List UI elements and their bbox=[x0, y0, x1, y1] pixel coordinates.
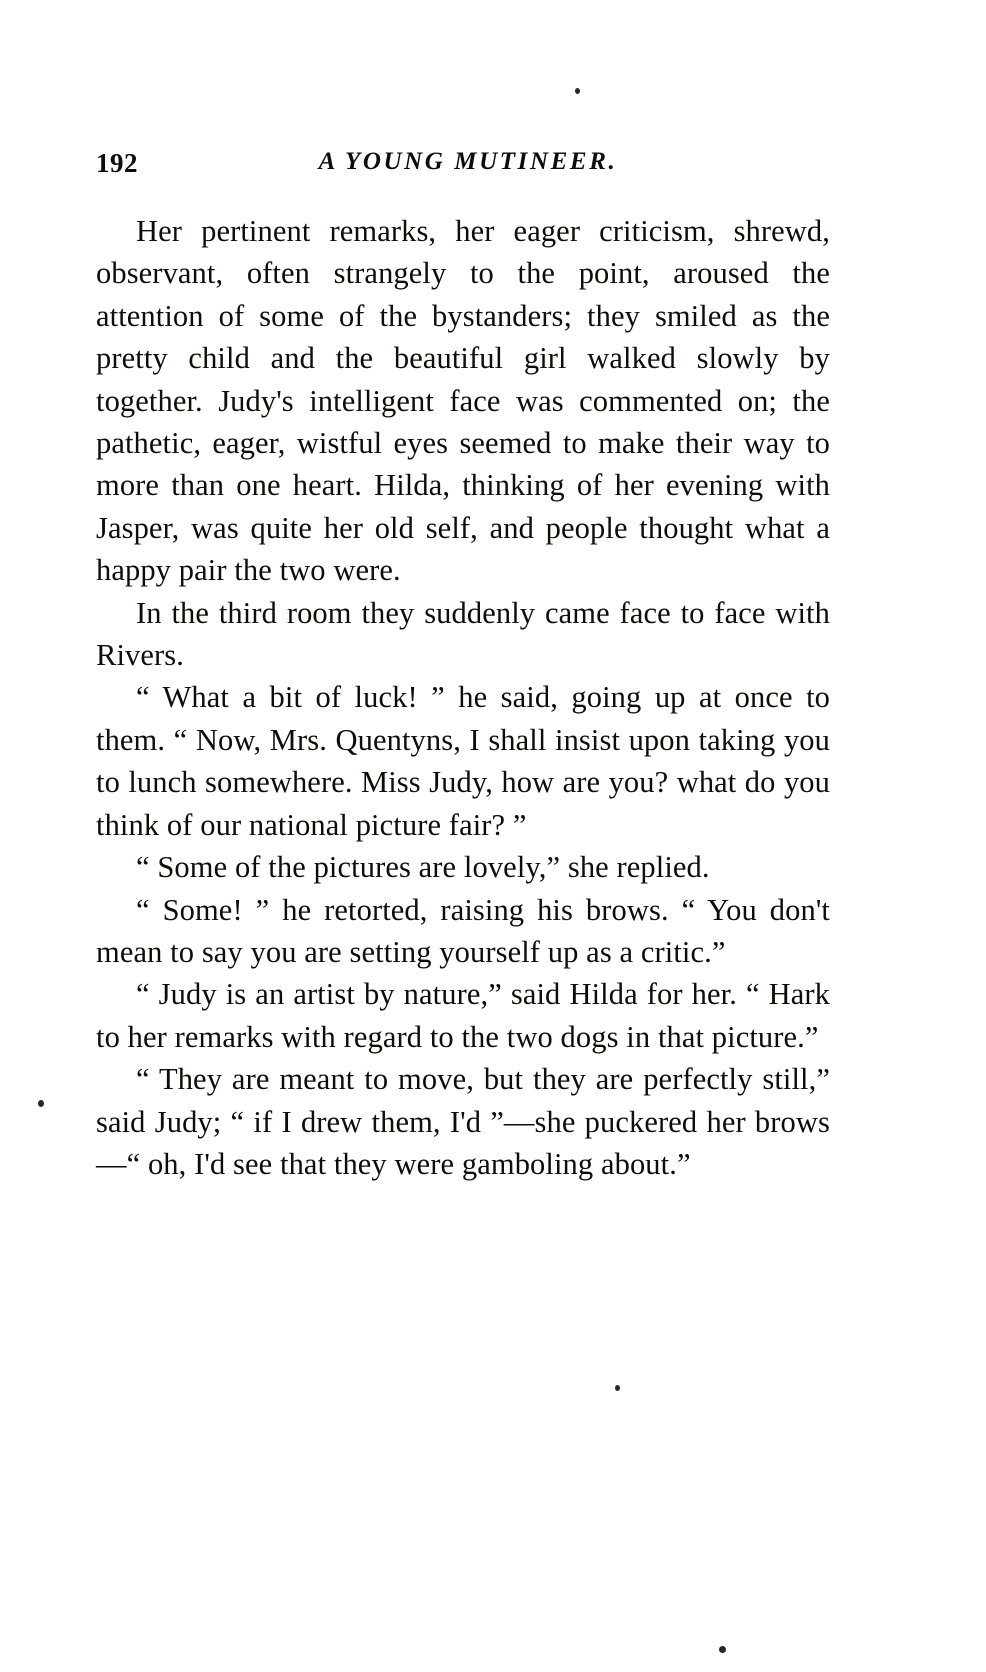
page-number: 192 bbox=[96, 148, 138, 178]
running-title: A YOUNG MUTINEER. bbox=[318, 148, 618, 175]
page-header bbox=[96, 148, 826, 182]
paragraph: In the third room they suddenly came face to face with Rivers. bbox=[96, 595, 830, 673]
paragraph: Her pertinent remarks, her eager criticism, shrewd, observant, often strangely to the point, aroused the attention of some of the bystanders; they smiled as the pretty child and the beautiful girl walked slowly by together. Judy's intelligent face was commented on; the pathetic, eager, wistful eyes seemed to make their way to more than one heart. Hilda, thinking of her evening with Jasper, was quite her old self, and people thought what a happy pair the two were. bbox=[96, 214, 830, 588]
paragraph: “ Some of the pictures are lovely,” she replied. bbox=[136, 850, 710, 885]
page-speck bbox=[575, 88, 580, 94]
paragraph: “ Judy is an artist by nature,” said Hilda for her. “ Hark to her remarks with regard to the two dogs in that picture.” bbox=[96, 977, 830, 1054]
page-body bbox=[96, 210, 830, 1185]
page-speck bbox=[615, 1385, 620, 1391]
page-speck bbox=[38, 1100, 44, 1107]
paragraph: “ Some! ” he retorted, raising his brows. “ You don't mean to say you are setting yourself up as a critic.” bbox=[96, 892, 830, 969]
page-speck bbox=[719, 1646, 726, 1653]
paragraph: “ They are meant to move, but they are perfectly still,” said Judy; “ if I drew them, I'd ”—she puckered her brows—“ oh, I'd see that they were gamboling about.” bbox=[96, 1062, 830, 1181]
paragraph: “ What a bit of luck! ” he said, going up at once to them. “ Now, Mrs. Quentyns, I shall insist upon taking you to lunch somewhere. Miss Judy, how are you? what do you think of our national picture fair? ” bbox=[96, 680, 830, 842]
